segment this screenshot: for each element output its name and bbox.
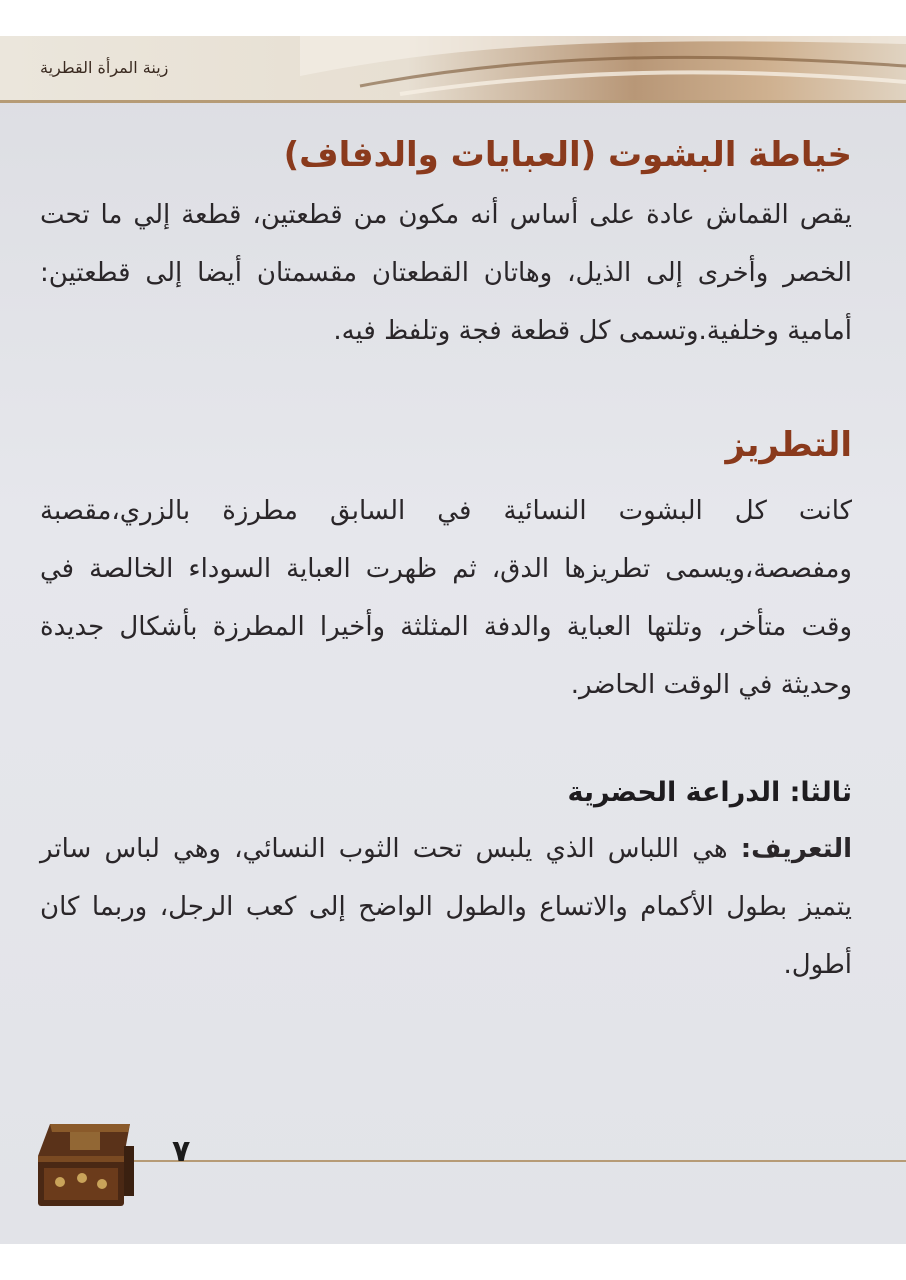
header-decoration	[300, 36, 906, 100]
footer-rule	[120, 1160, 906, 1162]
header-rule	[0, 100, 906, 103]
section-text-bishout-sewing: يقص القماش عادة على أساس أنه مكون من قطعتين، قطعة إلي ما تحت الخصر وأخرى إلى الذيل، وهاتان القطعتان مقسمتان أيضا إلى قطعتين: أمامية وخلفية.وتسمى كل قطعة فجة وتلفظ فيه.	[40, 200, 852, 346]
page-content	[40, 128, 852, 994]
book-page	[0, 36, 906, 1244]
section-text-daraa	[40, 820, 852, 994]
definition-text: هي اللباس الذي يلبس تحت الثوب النسائي، وهي لباس ساتر يتميز بطول الأكمام والاتساع والطول الواضح إلى كعب الرجل، وربما كان أطول.	[40, 834, 852, 980]
section-title-embroidery: التطريز	[725, 425, 852, 465]
section-title-bishout-sewing: خياطة البشوت (العبايات والدفاف)	[283, 135, 852, 175]
page-number: ٧	[172, 1134, 191, 1169]
section-text-embroidery: كانت كل البشوت النسائية في السابق مطرزة بالزري،مقصبة ومفصصة،ويسمى تطريزها الدق، ثم ظهرت العباية السوداء الخالصة في وقت متأخر، وتلتها العباية والدفة المثلثة وأخيرا المطرزة بأشكال جديدة وحديثة في الوقت الحاضر.	[40, 496, 852, 700]
treasure-chest-icon	[30, 1116, 140, 1212]
section-title-daraa: ثالثا: الدراعة الحضرية	[567, 777, 852, 808]
running-head: زينة المرأة القطرية	[40, 58, 169, 77]
definition-lead: التعريف:	[740, 834, 852, 864]
